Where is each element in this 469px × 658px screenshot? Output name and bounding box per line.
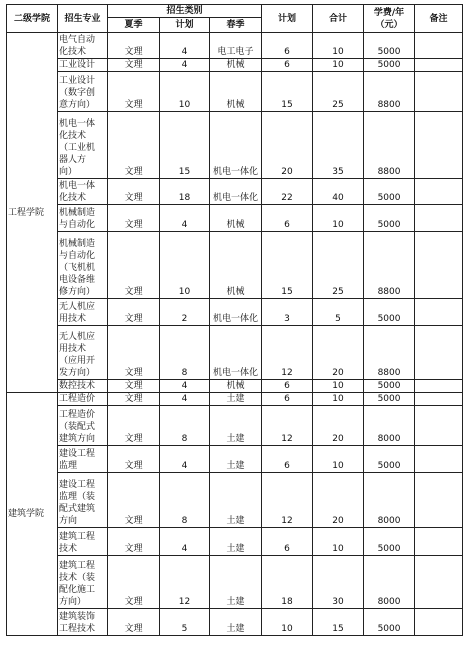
remarks-cell: [415, 406, 463, 446]
remarks-cell: [415, 33, 463, 59]
header-tuition: 学费/年（元）: [364, 5, 415, 33]
summer-cell: 文理: [108, 205, 160, 232]
spring-cell: 土建: [210, 609, 262, 636]
summer-plan-cell: 4: [160, 393, 210, 406]
remarks-cell: [415, 446, 463, 473]
header-college: 二级学院: [7, 5, 58, 33]
summer-cell: 文理: [108, 446, 160, 473]
tuition-cell: 5000: [364, 528, 415, 556]
major-cell: 机械制造 与自动化: [58, 205, 108, 232]
tuition-cell: 8000: [364, 473, 415, 528]
summer-cell: 文理: [108, 556, 160, 609]
summer-cell: 文理: [108, 59, 160, 72]
spring-plan-cell: 15: [262, 232, 313, 299]
tuition-cell: 5000: [364, 299, 415, 326]
table-row: [7, 205, 463, 232]
summer-plan-cell: 5: [160, 609, 210, 636]
table-row: [7, 528, 463, 556]
table-row: [7, 299, 463, 326]
total-cell: 10: [313, 446, 364, 473]
major-cell: 机电一体 化技术 （工业机 器人方 向）: [58, 112, 108, 179]
summer-cell: 文理: [108, 232, 160, 299]
remarks-cell: [415, 556, 463, 609]
table-row: [7, 232, 463, 299]
summer-cell: 文理: [108, 33, 160, 59]
summer-plan-cell: 4: [160, 33, 210, 59]
major-cell: 电气自动 化技术: [58, 33, 108, 59]
table-row: [7, 473, 463, 528]
spring-plan-cell: 20: [262, 112, 313, 179]
remarks-cell: [415, 232, 463, 299]
table-row: [7, 393, 463, 406]
spring-cell: 土建: [210, 528, 262, 556]
college-cell: 工程学院: [7, 33, 58, 393]
spring-cell: 土建: [210, 393, 262, 406]
major-cell: 工程造价: [58, 393, 108, 406]
summer-plan-cell: 10: [160, 72, 210, 112]
table-row: [7, 446, 463, 473]
header-spring-plan: 计划: [262, 5, 313, 33]
total-cell: 10: [313, 205, 364, 232]
major-cell: 机械制造 与自动化 （飞机机 电设备维 修方向）: [58, 232, 108, 299]
total-cell: 20: [313, 473, 364, 528]
header-summer: 夏季: [108, 18, 160, 33]
summer-cell: 文理: [108, 380, 160, 393]
total-cell: 5: [313, 299, 364, 326]
summer-plan-cell: 18: [160, 179, 210, 205]
summer-plan-cell: 10: [160, 232, 210, 299]
remarks-cell: [415, 473, 463, 528]
total-cell: 10: [313, 393, 364, 406]
tuition-cell: 8800: [364, 326, 415, 380]
major-cell: 建筑工程 技术: [58, 528, 108, 556]
summer-plan-cell: 8: [160, 473, 210, 528]
remarks-cell: [415, 72, 463, 112]
total-cell: 35: [313, 112, 364, 179]
summer-cell: 文理: [108, 112, 160, 179]
major-cell: 工业设计: [58, 59, 108, 72]
tuition-cell: 5000: [364, 33, 415, 59]
header-spring: 春季: [210, 18, 262, 33]
table-row: [7, 556, 463, 609]
summer-plan-cell: 8: [160, 326, 210, 380]
summer-plan-cell: 4: [160, 446, 210, 473]
total-cell: 10: [313, 528, 364, 556]
spring-cell: 电工电子: [210, 33, 262, 59]
spring-plan-cell: 12: [262, 406, 313, 446]
header-remarks: 备注: [415, 5, 463, 33]
spring-plan-cell: 15: [262, 72, 313, 112]
spring-cell: 机电一体化: [210, 112, 262, 179]
remarks-cell: [415, 393, 463, 406]
table-row: [7, 406, 463, 446]
spring-plan-cell: 12: [262, 326, 313, 380]
major-cell: 建筑装饰 工程技术: [58, 609, 108, 636]
spring-cell: 机械: [210, 205, 262, 232]
spring-cell: 机械: [210, 72, 262, 112]
spring-plan-cell: 6: [262, 446, 313, 473]
spring-plan-cell: 3: [262, 299, 313, 326]
spring-cell: 土建: [210, 473, 262, 528]
summer-plan-cell: 15: [160, 112, 210, 179]
table-header: [7, 5, 463, 33]
spring-cell: 机电一体化: [210, 326, 262, 380]
table-row: [7, 380, 463, 393]
total-cell: 10: [313, 33, 364, 59]
remarks-cell: [415, 205, 463, 232]
table-row: [7, 72, 463, 112]
tuition-cell: 5000: [364, 393, 415, 406]
major-cell: 无人机应 用技术: [58, 299, 108, 326]
summer-plan-cell: 8: [160, 406, 210, 446]
summer-cell: 文理: [108, 326, 160, 380]
tuition-cell: 5000: [364, 380, 415, 393]
table-row: [7, 33, 463, 59]
summer-cell: 文理: [108, 609, 160, 636]
remarks-cell: [415, 528, 463, 556]
spring-plan-cell: 6: [262, 205, 313, 232]
spring-cell: 土建: [210, 556, 262, 609]
table-row: [7, 609, 463, 636]
summer-plan-cell: 4: [160, 59, 210, 72]
spring-plan-cell: 6: [262, 528, 313, 556]
header-category-group: 招生类别: [108, 5, 262, 18]
remarks-cell: [415, 179, 463, 205]
remarks-cell: [415, 326, 463, 380]
table-row: [7, 326, 463, 380]
major-cell: 数控技术: [58, 380, 108, 393]
enrollment-table: [6, 4, 463, 636]
major-cell: 工业设计 （数字创 意方向）: [58, 72, 108, 112]
table-row: [7, 59, 463, 72]
total-cell: 25: [313, 72, 364, 112]
tuition-cell: 8800: [364, 72, 415, 112]
spring-plan-cell: 12: [262, 473, 313, 528]
table-body: [7, 33, 463, 636]
tuition-cell: 5000: [364, 179, 415, 205]
spring-plan-cell: 22: [262, 179, 313, 205]
summer-cell: 文理: [108, 473, 160, 528]
total-cell: 40: [313, 179, 364, 205]
major-cell: 机电一体 化技术: [58, 179, 108, 205]
summer-cell: 文理: [108, 299, 160, 326]
spring-cell: 机械: [210, 59, 262, 72]
table-row: [7, 112, 463, 179]
remarks-cell: [415, 299, 463, 326]
major-cell: 工程造价 （装配式 建筑方向: [58, 406, 108, 446]
spring-cell: 机械: [210, 232, 262, 299]
total-cell: 20: [313, 406, 364, 446]
tuition-cell: 8000: [364, 406, 415, 446]
tuition-cell: 5000: [364, 609, 415, 636]
remarks-cell: [415, 59, 463, 72]
spring-cell: 机电一体化: [210, 179, 262, 205]
spring-plan-cell: 6: [262, 380, 313, 393]
header-total: 合计: [313, 5, 364, 33]
total-cell: 15: [313, 609, 364, 636]
spring-cell: 机械: [210, 380, 262, 393]
summer-plan-cell: 2: [160, 299, 210, 326]
table-row: [7, 179, 463, 205]
summer-cell: 文理: [108, 72, 160, 112]
summer-cell: 文理: [108, 528, 160, 556]
header-summer-plan: 计划: [160, 18, 210, 33]
tuition-cell: 5000: [364, 446, 415, 473]
remarks-cell: [415, 609, 463, 636]
total-cell: 20: [313, 326, 364, 380]
remarks-cell: [415, 112, 463, 179]
college-cell: 建筑学院: [7, 393, 58, 636]
major-cell: 无人机应 用技术 （应用开 发方向）: [58, 326, 108, 380]
tuition-cell: 5000: [364, 59, 415, 72]
tuition-cell: 5000: [364, 205, 415, 232]
tuition-cell: 8800: [364, 232, 415, 299]
total-cell: 10: [313, 380, 364, 393]
summer-plan-cell: 4: [160, 205, 210, 232]
summer-plan-cell: 4: [160, 380, 210, 393]
total-cell: 25: [313, 232, 364, 299]
major-cell: 建设工程 监理（装 配式建筑 方向: [58, 473, 108, 528]
header-major: 招生专业: [58, 5, 108, 33]
major-cell: 建设工程 监理: [58, 446, 108, 473]
spring-plan-cell: 18: [262, 556, 313, 609]
spring-plan-cell: 6: [262, 33, 313, 59]
summer-cell: 文理: [108, 406, 160, 446]
spring-cell: 土建: [210, 406, 262, 446]
major-cell: 建筑工程 技术（装 配化施工 方向）: [58, 556, 108, 609]
total-cell: 10: [313, 59, 364, 72]
remarks-cell: [415, 380, 463, 393]
tuition-cell: 8000: [364, 556, 415, 609]
spring-plan-cell: 6: [262, 393, 313, 406]
spring-cell: 机电一体化: [210, 299, 262, 326]
spring-plan-cell: 10: [262, 609, 313, 636]
spring-plan-cell: 6: [262, 59, 313, 72]
total-cell: 30: [313, 556, 364, 609]
summer-cell: 文理: [108, 393, 160, 406]
summer-plan-cell: 12: [160, 556, 210, 609]
tuition-cell: 8800: [364, 112, 415, 179]
summer-cell: 文理: [108, 179, 160, 205]
summer-plan-cell: 4: [160, 528, 210, 556]
spring-cell: 土建: [210, 446, 262, 473]
